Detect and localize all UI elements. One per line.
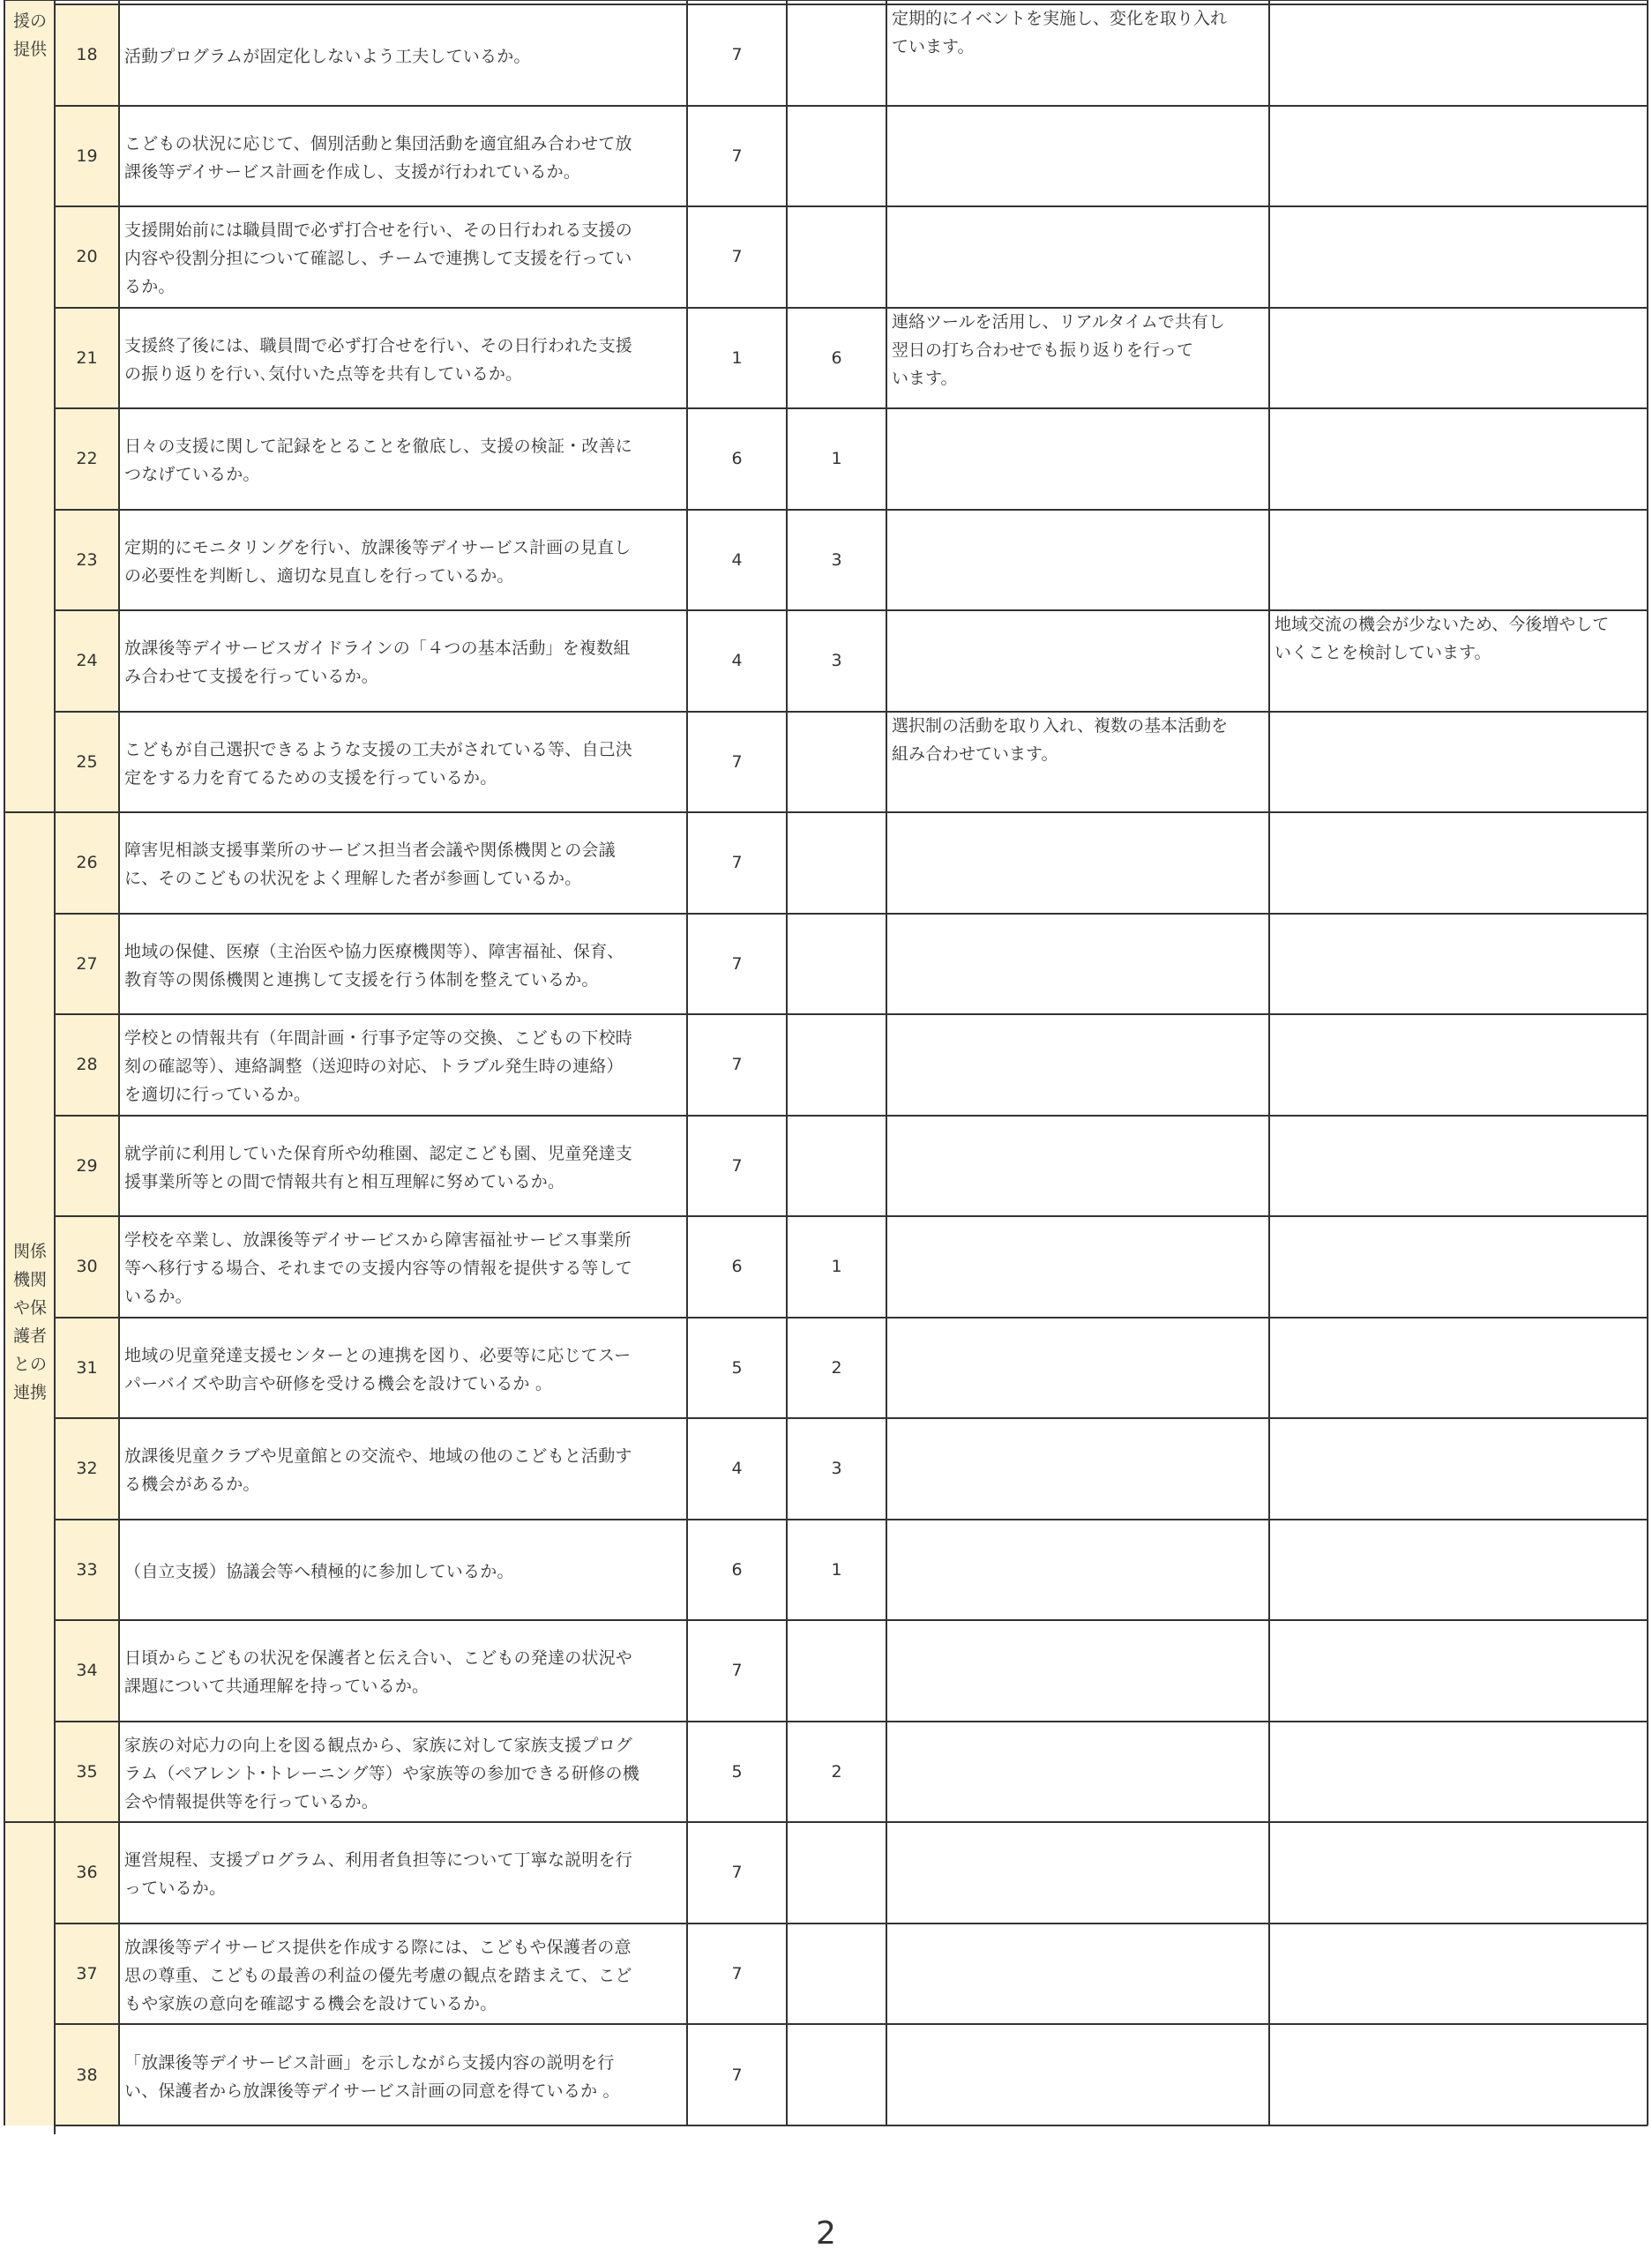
response-note	[886, 1418, 1269, 1520]
page-number: 2	[816, 2215, 836, 2252]
grid-line-h	[55, 2125, 1648, 2126]
response-note	[886, 610, 1269, 712]
response-note	[886, 1822, 1269, 1924]
improvement-note: 地域交流の機会が少ないため、今後増やして いくことを検討しています。	[1275, 615, 1610, 662]
question-text: 放課後児童クラブや児童館との交流や、地域の他のこどもと活動す る機会があるか。	[124, 1446, 632, 1495]
grid-line-h	[55, 1619, 1648, 1621]
question-text: 学校を卒業し、放課後等デイサービスから障害福祉サービス事業所 等へ移行する場合、それまでの支援内容等の情報を提供する等して いるか。	[124, 1230, 633, 1307]
no-count	[787, 2024, 886, 2125]
item-number: 32	[55, 1418, 119, 1520]
item-number: 23	[55, 510, 119, 611]
question-text: 放課後等デイサービス提供を作成する際には、こどもや保護者の意 思の尊重、こどもの最善の利益の優先考慮の観点を踏まえて、こど もや家族の意向を確認する機会を設けているか。	[124, 1937, 632, 2013]
item-number: 28	[55, 1014, 119, 1116]
no-count	[787, 106, 886, 207]
response-note	[886, 106, 1269, 207]
response-note	[886, 1924, 1269, 2025]
question-text: こどもの状況に応じて、個別活動と集団活動を適宜組み合わせて放 課後等デイサービス計画を作成し、支援が行われているか。	[124, 133, 632, 182]
item-number: 26	[55, 812, 119, 914]
no-count: 1	[831, 449, 842, 469]
no-count: 1	[831, 1559, 842, 1580]
grid-line-h	[55, 1013, 1648, 1015]
no-count	[787, 712, 886, 813]
question-text: 活動プログラムが固定化しないよう工夫しているか。	[124, 47, 531, 67]
item-number: 29	[55, 1116, 119, 1217]
item-number: 31	[55, 1318, 119, 1419]
no-count: 6	[831, 347, 842, 368]
grid-line-v	[1647, 0, 1648, 2125]
question-text: 地域の保健、医療（主治医や協力医療機関等）、障害福祉、保育、 教育等の関係機関と連携して支援を行う体制を整えているか。	[124, 941, 624, 990]
yes-count: 7	[731, 1155, 743, 1176]
no-count	[787, 1620, 886, 1722]
category-cell	[4, 812, 55, 1822]
response-note: 連絡ツールを活用し、リアルタイムで共有し 翌日の打ち合わせでも振り返りを行って います。	[892, 311, 1225, 388]
grid-line-v	[786, 0, 788, 2125]
improvement-note	[1269, 1318, 1648, 1419]
yes-count: 7	[731, 146, 743, 166]
grid-line-h	[55, 4, 1648, 5]
question-text: 日頃からこどもの状況を保護者と伝え合い、こどもの発達の状況や 課題について共通理解を持っているか。	[124, 1648, 633, 1697]
improvement-note	[1269, 106, 1648, 207]
yes-count: 7	[731, 751, 743, 772]
yes-count: 7	[731, 853, 743, 873]
response-note	[886, 206, 1269, 308]
yes-count: 7	[731, 1661, 743, 1681]
question-text: 定期的にモニタリングを行い、放課後等デイサービス計画の見直し の必要性を判断し、適切な見直しを行っているか。	[124, 537, 632, 586]
improvement-note	[1269, 308, 1648, 409]
grid-line-h	[55, 1821, 1648, 1823]
grid-line-h	[55, 913, 1648, 915]
item-number: 24	[55, 610, 119, 712]
response-note	[886, 914, 1269, 1015]
grid-line-h	[4, 1821, 55, 1823]
item-number: 27	[55, 914, 119, 1015]
no-count: 3	[831, 549, 842, 570]
response-note	[886, 408, 1269, 510]
grid-line-v	[1268, 0, 1270, 2125]
yes-count: 7	[731, 1055, 743, 1075]
yes-count: 6	[731, 1559, 743, 1580]
grid-line-v	[886, 0, 887, 2125]
yes-count: 4	[731, 1459, 743, 1479]
improvement-note	[1269, 1924, 1648, 2025]
item-number: 35	[55, 1722, 119, 1823]
no-count	[787, 914, 886, 1015]
grid-line-h	[55, 1923, 1648, 1924]
yes-count: 1	[731, 347, 743, 368]
grid-line-h	[55, 609, 1648, 611]
category-label: 援の 提供	[13, 11, 48, 59]
question-text: （自立支援）協議会等へ積極的に参加しているか。	[124, 1561, 514, 1581]
grid-line-h	[4, 811, 55, 813]
question-text: 「放課後等デイサービス計画」を示しながら支援内容の説明を行 い、保護者から放課後等デイサービス計画の同意を得ているか 。	[124, 2052, 620, 2101]
question-text: 放課後等デイサービスガイドラインの「４つの基本活動」を複数組 み合わせて支援を行っているか。	[124, 639, 631, 687]
improvement-note	[1269, 1014, 1648, 1116]
question-text: 支援終了後には、職員間で必ず打合せを行い、その日行われた支援 の振り返りを行い､気付いた点等を共有しているか。	[124, 335, 633, 384]
grid-line-h	[55, 1721, 1648, 1722]
item-number: 21	[55, 308, 119, 409]
response-note	[886, 510, 1269, 611]
grid-line-h	[55, 711, 1648, 713]
yes-count: 5	[731, 1357, 743, 1378]
response-note	[886, 812, 1269, 914]
grid-line-h	[55, 811, 1648, 813]
item-number: 34	[55, 1620, 119, 1722]
improvement-note	[1269, 1722, 1648, 1823]
question-text: 運営規程、支援プログラム、利用者負担等について丁寧な説明を行 っているか。	[124, 1850, 633, 1899]
improvement-note	[1269, 206, 1648, 308]
improvement-note	[1269, 510, 1648, 611]
improvement-note	[1269, 1216, 1648, 1318]
item-number: 20	[55, 206, 119, 308]
grid-line-h	[55, 105, 1648, 107]
grid-line-h	[55, 407, 1648, 409]
yes-count: 7	[731, 45, 743, 65]
grid-line-h	[55, 1519, 1648, 1520]
no-count: 2	[831, 1357, 842, 1378]
grid-line-h	[55, 307, 1648, 309]
grid-line-h	[55, 1417, 1648, 1419]
item-number: 33	[55, 1520, 119, 1621]
question-text: 支援開始前には職員間で必ず打合せを行い、その日行われる支援の 内容や役割分担について確認し、チームで連携して支援を行ってい るか。	[124, 220, 633, 297]
grid-line-v	[118, 0, 120, 2125]
yes-count: 6	[731, 1257, 743, 1277]
no-count	[787, 4, 886, 106]
grid-line-h	[55, 509, 1648, 511]
no-count	[787, 812, 886, 914]
grid-line-h	[55, 205, 1648, 207]
improvement-note	[1269, 4, 1648, 106]
improvement-note	[1269, 712, 1648, 813]
response-note	[886, 1014, 1269, 1116]
item-number: 18	[55, 4, 119, 106]
yes-count: 6	[731, 449, 743, 469]
category-label: 関係 機関 や保 護者 との 連携	[13, 1242, 48, 1402]
improvement-note	[1269, 1418, 1648, 1520]
yes-count: 7	[731, 2065, 743, 2085]
yes-count: 4	[731, 651, 743, 671]
yes-count: 5	[731, 1761, 743, 1782]
improvement-note	[1269, 812, 1648, 914]
improvement-note	[1269, 914, 1648, 1015]
category-cell	[4, 0, 55, 812]
question-text: 家族の対応力の向上を図る観点から、家族に対して家族支援プログ ラム（ペアレント･トレーニング等）や家族等の参加できる研修の機 会や情報提供等を行っているか。	[124, 1735, 639, 1812]
improvement-note	[1269, 1520, 1648, 1621]
grid-line-h	[55, 1115, 1648, 1117]
response-note: 選択制の活動を取り入れ、複数の基本活動を 組み合わせています。	[892, 715, 1229, 764]
no-count	[787, 1924, 886, 2025]
no-count: 3	[831, 651, 842, 671]
no-count: 2	[831, 1761, 842, 1782]
improvement-note	[1269, 1822, 1648, 1924]
response-note	[886, 1116, 1269, 1217]
item-number: 19	[55, 106, 119, 207]
yes-count: 7	[731, 247, 743, 267]
question-text: こどもが自己選択できるような支援の工夫がされている等、自己決 定をする力を育てるための支援を行っているか。	[124, 739, 633, 788]
grid-line-v	[4, 0, 5, 2125]
grid-line-v	[54, 0, 56, 2134]
item-number: 25	[55, 712, 119, 813]
response-note	[886, 1722, 1269, 1823]
no-count	[787, 206, 886, 308]
response-note	[886, 1318, 1269, 1419]
question-text: 障害児相談支援事業所のサービス担当者会議や関係機関との会議 に、そのこどもの状況をよく理解した者が参画しているか。	[124, 840, 616, 889]
item-number: 30	[55, 1216, 119, 1318]
improvement-note	[1269, 408, 1648, 510]
no-count	[787, 1822, 886, 1924]
item-number: 38	[55, 2024, 119, 2125]
yes-count: 7	[731, 1863, 743, 1883]
question-text: 日々の支援に関して記録をとることを徹底し、支援の検証・改善に つなげているか。	[124, 437, 633, 485]
yes-count: 7	[731, 1963, 743, 1983]
question-text: 就学前に利用していた保育所や幼稚園、認定こども園、児童発達支 援事業所等との間で情報共有と相互理解に努めているか。	[124, 1143, 633, 1191]
improvement-note	[1269, 1620, 1648, 1722]
response-note	[886, 1620, 1269, 1722]
response-note: 定期的にイベントを実施し、変化を取り入れ ています。	[892, 9, 1228, 56]
question-text: 学校との情報共有（年間計画・行事予定等の交換、こどもの下校時 刻の確認等）、連絡調整（送迎時の対応、トラブル発生時の連絡） を適切に行っているか。	[124, 1028, 633, 1105]
no-count: 1	[831, 1257, 842, 1277]
item-number: 37	[55, 1924, 119, 2025]
no-count	[787, 1014, 886, 1116]
response-note	[886, 2024, 1269, 2125]
improvement-note	[1269, 2024, 1648, 2125]
category-cell	[4, 1822, 55, 2125]
grid-line-v	[686, 0, 688, 2125]
item-number: 36	[55, 1822, 119, 1924]
response-note	[886, 1520, 1269, 1621]
improvement-note	[1269, 1116, 1648, 1217]
no-count	[787, 1116, 886, 1217]
response-note	[886, 1216, 1269, 1318]
grid-line-h	[55, 1317, 1648, 1318]
no-count: 3	[831, 1459, 842, 1479]
question-text: 地域の児童発達支援センターとの連携を図り、必要等に応じてスー パーバイズや助言や研修を受ける機会を設けているか 。	[124, 1345, 632, 1393]
yes-count: 4	[731, 549, 743, 570]
item-number: 22	[55, 408, 119, 510]
grid-line-h	[4, 0, 1648, 1]
grid-line-h	[55, 1215, 1648, 1217]
yes-count: 7	[731, 953, 743, 974]
grid-line-h	[55, 2023, 1648, 2025]
